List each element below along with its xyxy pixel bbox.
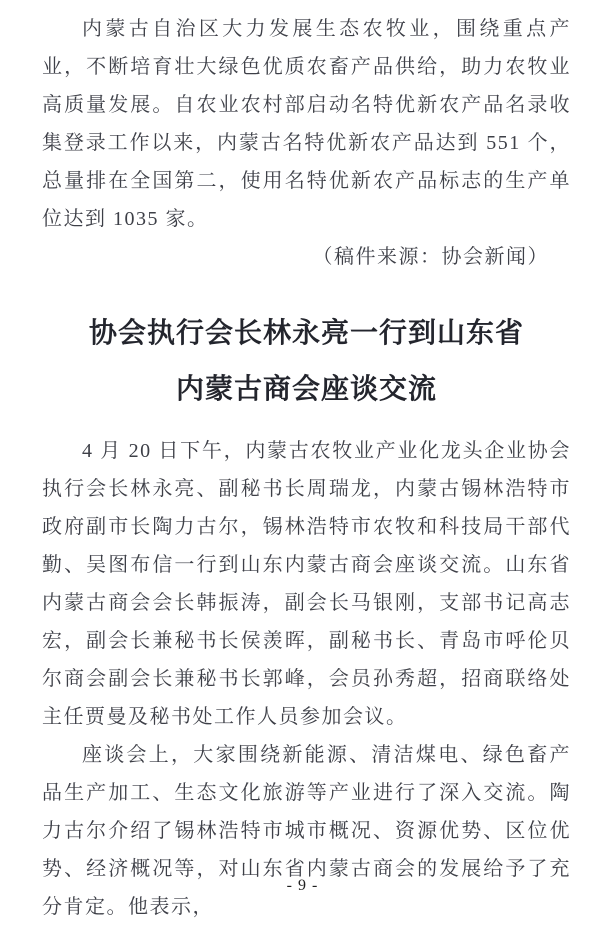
page-number: - 9 - xyxy=(286,877,319,894)
article-title-line2: 内蒙古商会座谈交流 xyxy=(175,374,437,405)
article-title xyxy=(42,306,571,418)
body-paragraph-1: 4 月 20 日下午，内蒙古农牧业产业化龙头企业协会执行会长林永亮、副秘书长周瑞龙，内蒙古锡林浩特市政府副市长陶力古尔，锡林浩特市农牧和科技局干部代勤、吴图布信一行到山东内蒙古商会座谈交流。山东省内蒙古商会会长韩振涛，副会长马银刚，支部书记高志宏，副会长兼秘书长侯羡晖，副秘书长、青岛市呼伦贝尔商会副会长兼秘书长郭峰，会员孙秀超，招商联络处主任贾曼及秘书处工作人员参加会议。 xyxy=(42,440,571,728)
intro-paragraph: 内蒙古自治区大力发展生态农牧业，围绕重点产业，不断培育壮大绿色优质农畜产品供给，助力农牧业高质量发展。自农业农村部启动名特优新农产品名录收集登录工作以来，内蒙古名特优新农产品达到 551 个，总量排在全国第二，使用名特优新农产品标志的生产单位达到 1035 家。 xyxy=(42,18,571,230)
article-title-line1: 协会执行会长林永亮一行到山东省 xyxy=(88,318,524,349)
body-paragraph-2: 座谈会上，大家围绕新能源、清洁煤电、绿色畜产品生产加工、生态文化旅游等产业进行了深入交流。陶力古尔介绍了锡林浩特市城市概况、资源优势、区位优势、经济概况等，对山东省内蒙古商会的发展给予了充分肯定。他表示， xyxy=(42,744,571,918)
source-attribution: （稿件来源：协会新闻） xyxy=(312,246,549,268)
